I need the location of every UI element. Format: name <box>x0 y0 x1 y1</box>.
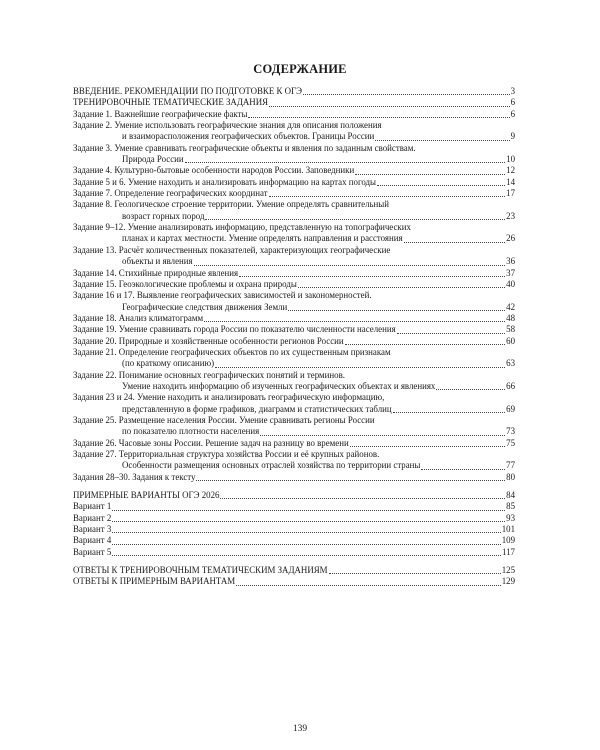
toc-entry-page: 60 <box>506 335 515 346</box>
toc-entry-row[interactable] <box>73 535 515 546</box>
toc-entry-page: 37 <box>506 267 515 278</box>
toc-entry-row <box>73 233 515 244</box>
toc-entry-text: и взаиморасположения географических объектов. Границы России <box>122 131 375 142</box>
toc-entry-row[interactable] <box>73 336 515 347</box>
toc-entry-page: 58 <box>506 324 515 335</box>
toc-entry-line: Задание 27. Территориальная структура хозяйства России и её крупных районов. <box>73 449 380 459</box>
toc-entry-text: ПРИМЕРНЫЕ ВАРИАНТЫ ОГЭ 2026 <box>73 490 220 501</box>
toc-entry-row[interactable] <box>73 513 515 524</box>
toc-entry[interactable] <box>73 336 515 347</box>
dot-leader <box>112 521 505 522</box>
dot-leader <box>269 196 506 197</box>
dot-leader <box>194 265 506 266</box>
toc-entry-text: Природа России <box>122 154 184 165</box>
dot-leader <box>260 435 505 436</box>
toc-entry-text: представленную в форме графиков, диаграмм и статистических таблиц <box>122 403 392 414</box>
toc-entry[interactable] <box>73 565 515 576</box>
toc-entry-row <box>73 154 515 165</box>
toc-entry-line: Задание 2. Умение использовать географические знания для описания положения <box>73 120 382 131</box>
dot-leader <box>196 480 505 481</box>
toc-entry-training[interactable] <box>73 97 515 108</box>
toc-entry-variants[interactable] <box>73 490 515 501</box>
toc-entry-text: планах и картах местности. Умение определять направления и расстояния <box>122 233 403 244</box>
dot-leader <box>298 287 505 288</box>
dot-leader <box>288 310 505 311</box>
toc-entry-page: 117 <box>502 546 515 557</box>
toc-entry-row <box>73 302 515 313</box>
toc-entry-text: Вариант 3 <box>73 524 112 535</box>
dot-leader <box>215 367 505 368</box>
toc-entry[interactable] <box>73 513 515 524</box>
dot-leader <box>404 242 506 243</box>
toc-entry-page: 66 <box>506 380 515 391</box>
toc-entry[interactable] <box>73 415 515 438</box>
toc-entry-row <box>73 460 515 471</box>
toc-entry-line: Задание 21. Определение географических объектов по их существенным признакам <box>73 346 391 357</box>
dot-leader <box>393 412 505 413</box>
toc-entry-page: 101 <box>501 524 515 535</box>
toc-entry[interactable] <box>73 449 515 472</box>
toc-entry-text: Географические следствия движения Земли <box>122 301 288 312</box>
toc-entry-page: 80 <box>506 471 515 482</box>
dot-leader <box>421 469 505 470</box>
toc-entry[interactable] <box>73 268 515 279</box>
toc-variants-list <box>73 501 515 558</box>
toc-entry-text: Умение находить информацию об изученных географических объектах и явлениях <box>122 380 436 391</box>
toc-entry-text: объекты и явления <box>122 256 193 267</box>
toc-entry-line: Задание 9–12. Умение анализировать информацию, представленную на топографических <box>73 222 411 233</box>
dot-leader <box>269 106 510 107</box>
toc-entry-text: Задание 14. Стихийные природные явления <box>73 267 239 278</box>
toc-entry-page: 14 <box>506 176 515 187</box>
toc-entry-line: Задания 23 и 24. Умение находить и анализировать географическую информацию, <box>73 392 385 403</box>
toc-entry-row[interactable] <box>73 313 515 324</box>
dot-leader <box>345 344 505 345</box>
dot-leader <box>112 544 500 545</box>
toc-entry-row[interactable] <box>73 177 515 188</box>
toc-entry-page: 6 <box>510 97 515 108</box>
toc-entry-line: Задание 22. Понимание основных географических понятий и терминов. <box>73 369 346 380</box>
toc-entry[interactable] <box>73 392 515 415</box>
toc-entry-page: 3 <box>510 86 515 96</box>
toc-entry[interactable] <box>73 472 515 483</box>
toc-entry-text: Вариант 2 <box>73 512 112 523</box>
toc-entry-text: возраст горных пород <box>122 210 205 221</box>
toc-entry-page: 36 <box>506 256 515 267</box>
toc-entry-text: Задание 4. Культурно-бытовые особенности народов России. Заповедники <box>73 165 355 176</box>
toc-entry[interactable] <box>73 438 515 449</box>
toc-entry-page: 12 <box>506 165 515 176</box>
toc-entry-page: 10 <box>506 154 515 165</box>
toc-entry-row[interactable] <box>73 524 515 535</box>
toc-entry-text: Задание 15. Геоэкологические проблемы и охрана природы <box>73 278 297 289</box>
toc-entry[interactable] <box>73 279 515 290</box>
dot-leader <box>350 446 505 447</box>
toc-entry[interactable] <box>73 535 515 546</box>
toc-entry-page: 9 <box>510 131 515 142</box>
toc-entry-text: Задание 1. Важнейшие географические факты <box>73 108 248 119</box>
toc-entry-line: Задание 13. Расчёт количественных показателей, характеризующих географические <box>73 244 391 255</box>
dot-leader <box>112 532 500 533</box>
toc-entry-row <box>73 358 515 369</box>
toc-entry[interactable] <box>73 188 515 199</box>
toc-entry-row[interactable] <box>73 576 515 587</box>
toc-entry-row <box>73 404 515 415</box>
toc-entry-page: 17 <box>506 188 515 199</box>
dot-leader <box>112 555 501 556</box>
toc-entry-text: Задание 26. Часовые зоны России. Решение задач на разницу во времени <box>73 437 349 448</box>
toc-entry-page: 75 <box>506 437 515 448</box>
dot-leader <box>375 140 509 141</box>
dot-leader <box>236 585 501 586</box>
toc-entry-row <box>73 131 515 142</box>
dot-leader <box>377 185 505 186</box>
toc-entry-intro[interactable] <box>73 86 515 97</box>
toc-entry[interactable] <box>73 177 515 188</box>
toc-entry-row[interactable] <box>73 279 515 290</box>
toc-entry-row <box>73 426 515 437</box>
toc-entry-text: Вариант 4 <box>73 535 112 546</box>
dot-leader <box>205 219 505 220</box>
toc-entry-row <box>73 211 515 222</box>
toc-entry-row <box>73 381 515 392</box>
dot-leader <box>112 510 505 511</box>
toc-entry-row <box>73 256 515 267</box>
dot-leader <box>303 94 510 95</box>
dot-leader <box>248 117 509 118</box>
dot-leader <box>220 498 505 499</box>
toc-entry-text: по показателю плотности населения <box>122 426 260 437</box>
toc-entry-row[interactable] <box>73 268 515 279</box>
toc-entry[interactable] <box>73 290 515 313</box>
toc-entry-text: Задание 18. Анализ климатограмм <box>73 312 204 323</box>
toc-entry-page: 26 <box>506 233 515 244</box>
toc-entry[interactable] <box>73 370 515 393</box>
toc-entry-text: Особенности размещения основных отраслей хозяйства по территории страны <box>122 460 421 471</box>
toc-entry-page: 73 <box>506 426 515 437</box>
toc-entry-page: 42 <box>506 301 515 312</box>
dot-leader <box>329 573 501 574</box>
toc-entry-row[interactable] <box>73 547 515 558</box>
page-number: 139 <box>292 724 308 734</box>
toc-entry-row[interactable] <box>73 501 515 512</box>
toc-entry[interactable] <box>73 120 515 143</box>
dot-leader <box>185 162 505 163</box>
dot-leader <box>239 276 505 277</box>
toc-entry-text: Задание 5 и 6. Умение находить и анализировать информацию на картах погоды <box>73 176 377 187</box>
toc-entry-row[interactable] <box>73 565 515 576</box>
toc-entry-page: 63 <box>506 358 515 369</box>
toc-entry-row[interactable] <box>73 109 515 120</box>
toc-entry-row[interactable] <box>73 472 515 483</box>
toc-entry-page: 48 <box>506 312 515 323</box>
toc-entry[interactable] <box>73 313 515 324</box>
toc-entry-page: 129 <box>501 576 515 587</box>
toc-entry-text: ВВЕДЕНИЕ. РЕКОМЕНДАЦИИ ПО ПОДГОТОВКЕ К ОГЭ <box>73 86 303 96</box>
toc-entry[interactable] <box>73 222 515 245</box>
dot-leader <box>397 333 505 334</box>
toc-entry[interactable] <box>73 576 515 587</box>
page-title: СОДЕРЖАНИЕ <box>253 62 347 76</box>
toc-entry[interactable] <box>73 347 515 370</box>
toc-entry-text: Вариант 5 <box>73 546 112 557</box>
toc-entry[interactable] <box>73 501 515 512</box>
toc-entry-text: Задание 20. Природные и хозяйственные особенности регионов России <box>73 335 344 346</box>
toc-tasks-list <box>73 109 515 483</box>
toc-entry-text: ТРЕНИРОВОЧНЫЕ ТЕМАТИЧЕСКИЕ ЗАДАНИЯ <box>73 97 269 108</box>
toc-entry-text: Задания 28–30. Задания к тексту <box>73 471 196 482</box>
toc-entry-page: 85 <box>506 501 515 512</box>
toc-entry-page: 6 <box>510 108 515 119</box>
toc-entry-line: Задание 8. Геологическое строение территории. Умение определять сравнительный <box>73 199 390 210</box>
toc-entry-page: 23 <box>506 210 515 221</box>
toc-entry-page: 77 <box>506 460 515 471</box>
toc-entry[interactable] <box>73 547 515 558</box>
toc-entry[interactable] <box>73 524 515 535</box>
toc-entry[interactable] <box>73 109 515 120</box>
table-of-contents <box>73 86 515 588</box>
toc-entry-text: Задание 19. Умение сравнивать города России по показателю численности населения <box>73 324 396 335</box>
dot-leader <box>204 321 505 322</box>
toc-entry[interactable] <box>73 143 515 166</box>
toc-entry-page: 109 <box>501 535 515 546</box>
dot-leader <box>355 174 505 175</box>
toc-entry[interactable] <box>73 199 515 222</box>
toc-entry[interactable] <box>73 165 515 176</box>
toc-entry-page: 69 <box>506 403 515 414</box>
toc-entry[interactable] <box>73 245 515 268</box>
toc-entry-text: Задание 7. Определение географических координат <box>73 188 268 199</box>
toc-entry[interactable] <box>73 324 515 335</box>
toc-entry-text: Вариант 1 <box>73 501 112 512</box>
toc-entry-line: Задание 25. Размещение населения России. Умение сравнивать регионы России <box>73 414 375 425</box>
toc-entry-page: 93 <box>506 512 515 523</box>
toc-entry-page: 84 <box>506 490 515 501</box>
toc-entry-row[interactable] <box>73 324 515 335</box>
toc-entry-text: ОТВЕТЫ К ПРИМЕРНЫМ ВАРИАНТАМ <box>73 576 236 587</box>
toc-entry-row[interactable] <box>73 438 515 449</box>
dot-leader <box>436 389 505 390</box>
toc-entry-row[interactable] <box>73 188 515 199</box>
toc-entry-page: 125 <box>501 565 515 576</box>
toc-entry-text: (по краткому описанию) <box>122 358 215 369</box>
toc-entry-line: Задание 3. Умение сравнивать географические объекты и явления по заданным свойствам. <box>73 142 416 153</box>
toc-entry-page: 40 <box>506 278 515 289</box>
toc-entry-text: ОТВЕТЫ К ТРЕНИРОВОЧНЫМ ТЕМАТИЧЕСКИМ ЗАДАНИЯМ <box>73 565 328 576</box>
toc-entry-row[interactable] <box>73 165 515 176</box>
toc-answers-list <box>73 565 515 588</box>
toc-entry-line: Задание 16 и 17. Выявление географических зависимостей и закономерностей. <box>73 290 372 301</box>
